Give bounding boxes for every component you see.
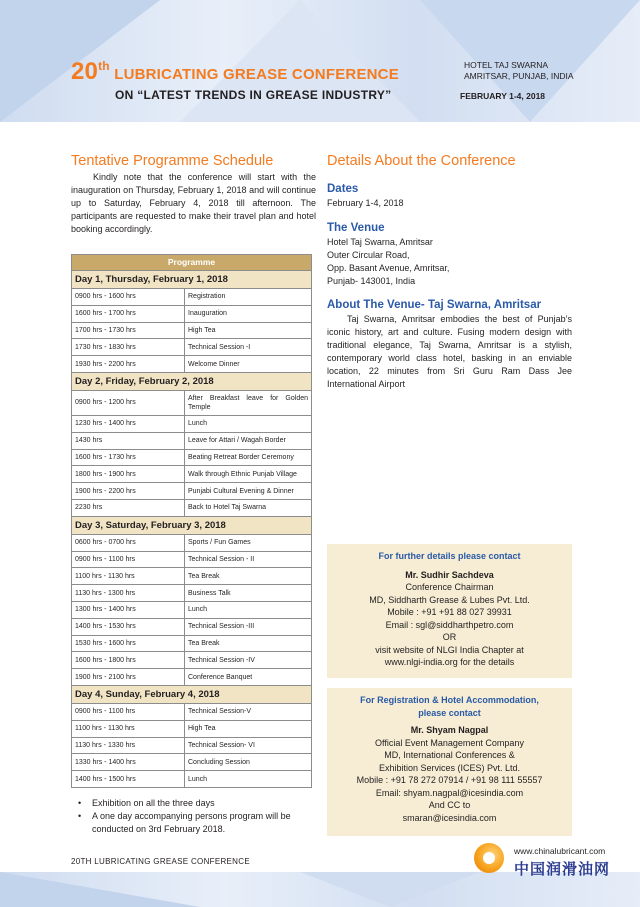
table-row xyxy=(72,356,312,373)
day-label: Day 3, Saturday, February 3, 2018 xyxy=(72,516,312,534)
event-cell: Technical Session -III xyxy=(185,618,312,635)
day-label: Day 1, Thursday, February 1, 2018 xyxy=(72,271,312,289)
time-cell: 0900 hrs - 1100 hrs xyxy=(72,551,185,568)
contact2-cc-email[interactable]: smaran@icesindia.com xyxy=(402,812,497,823)
time-cell: 1130 hrs - 1330 hrs xyxy=(72,737,185,754)
table-row xyxy=(72,449,312,466)
time-cell: 0900 hrs - 1600 hrs xyxy=(72,289,185,306)
time-cell: 1600 hrs - 1730 hrs xyxy=(72,449,185,466)
table-row xyxy=(72,289,312,306)
time-cell: 2230 hrs xyxy=(72,499,185,516)
time-cell: 1330 hrs - 1400 hrs xyxy=(72,754,185,771)
table-row xyxy=(72,703,312,720)
table-row xyxy=(72,585,312,602)
table-row xyxy=(72,551,312,568)
event-cell: Walk through Ethnic Punjab Village xyxy=(185,466,312,483)
time-cell: 1900 hrs - 2200 hrs xyxy=(72,483,185,500)
time-cell: 1930 hrs - 2200 hrs xyxy=(72,356,185,373)
table-row xyxy=(72,305,312,322)
day-header-row xyxy=(72,516,312,534)
event-cell: Back to Hotel Taj Swarna xyxy=(185,499,312,516)
contact1-company: MD, Siddharth Grease & Lubes Pvt. Ltd. xyxy=(369,594,530,605)
time-cell: 1230 hrs - 1400 hrs xyxy=(72,415,185,432)
table-row xyxy=(72,390,312,415)
table-row xyxy=(72,618,312,635)
table-row xyxy=(72,737,312,754)
contact2-cc-label: And CC to xyxy=(428,800,471,810)
event-cell: High Tea xyxy=(185,720,312,737)
venue-address: Hotel Taj Swarna, Amritsar Outer Circular Road, Opp. Basant Avenue, Amritsar, Punjab- 143001, India xyxy=(327,237,450,286)
event-cell: Sports / Fun Games xyxy=(185,534,312,551)
header-venue: HOTEL TAJ SWARNA AMRITSAR, PUNJAB, INDIA xyxy=(464,60,574,81)
time-cell: 1800 hrs - 1900 hrs xyxy=(72,466,185,483)
details-title: Details About the Conference xyxy=(327,153,516,169)
footer-text: 20TH LUBRICATING GREASE CONFERENCE xyxy=(71,857,250,866)
contact2-mobile: Mobile : +91 78 272 07914 / +91 98 111 55557 xyxy=(356,775,543,785)
event-cell: Beating Retreat Border Ceremony xyxy=(185,449,312,466)
event-cell: Conference Banquet xyxy=(185,669,312,686)
event-cell: Tea Break xyxy=(185,635,312,652)
notes-list xyxy=(78,797,318,836)
event-cell: Technical Session -I xyxy=(185,339,312,356)
logo-url[interactable]: www.chinalubricant.com xyxy=(514,846,606,856)
contact1-role: Conference Chairman xyxy=(405,582,494,592)
table-row xyxy=(72,415,312,432)
about-venue-heading: About The Venue- Taj Swarna, Amritsar xyxy=(327,299,542,311)
time-cell: 1100 hrs - 1130 hrs xyxy=(72,720,185,737)
contact2-name: Mr. Shyam Nagpal xyxy=(410,725,489,735)
table-row xyxy=(72,601,312,618)
time-cell: 1130 hrs - 1300 hrs xyxy=(72,585,185,602)
contact-box-registration xyxy=(327,688,572,836)
conference-title: 20th LUBRICATING GREASE CONFERENCE xyxy=(71,58,399,85)
schedule-title: Tentative Programme Schedule xyxy=(71,153,274,169)
table-row xyxy=(72,568,312,585)
contact1-mobile: Mobile : +91 +91 88 027 39931 xyxy=(387,607,512,617)
event-cell: Technical Session -IV xyxy=(185,652,312,669)
event-cell: Lunch xyxy=(185,771,312,788)
contact1-website-note: visit website of NLGI India Chapter at xyxy=(375,644,524,655)
table-row xyxy=(72,652,312,669)
venue-heading: The Venue xyxy=(327,222,385,234)
event-cell: Business Talk xyxy=(185,585,312,602)
schedule-intro: Kindly note that the conference will start with the inauguration on Thursday, February 1, 2018 and will continue up to Saturday, February 4, 2018 till afternoon. The participants are requested to make their travel plan and hotel booking accordingly. xyxy=(71,172,316,234)
time-cell: 0900 hrs - 1200 hrs xyxy=(72,390,185,415)
event-cell: Leave for Attari / Wagah Border xyxy=(185,432,312,449)
time-cell: 1400 hrs - 1500 hrs xyxy=(72,771,185,788)
dates-text: February 1-4, 2018 xyxy=(327,198,404,208)
contact2-company-1: MD, International Conferences & xyxy=(384,750,515,760)
event-cell: Welcome Dinner xyxy=(185,356,312,373)
contact1-website[interactable]: www.nlgi-india.org for the details xyxy=(384,657,515,667)
time-cell: 1900 hrs - 2100 hrs xyxy=(72,669,185,686)
time-cell: 1430 hrs xyxy=(72,432,185,449)
dates-heading: Dates xyxy=(327,183,359,195)
contact1-or: OR xyxy=(442,632,457,642)
day-header-row xyxy=(72,271,312,289)
time-cell: 1530 hrs - 1600 hrs xyxy=(72,635,185,652)
table-row xyxy=(72,771,312,788)
event-cell: Technical Session - II xyxy=(185,551,312,568)
event-cell: Technical Session-V xyxy=(185,703,312,720)
event-cell: Registration xyxy=(185,289,312,306)
day-header-row xyxy=(72,372,312,390)
programme-header-row xyxy=(72,255,312,271)
contact-box-chairman xyxy=(327,544,572,678)
logo-chinese-name: 中国润滑油网 xyxy=(514,861,611,878)
table-row xyxy=(72,322,312,339)
time-cell: 1100 hrs - 1130 hrs xyxy=(72,568,185,585)
contact1-name: Mr. Sudhir Sachdeva xyxy=(405,569,494,580)
time-cell: 1600 hrs - 1700 hrs xyxy=(72,305,185,322)
event-cell: Lunch xyxy=(185,415,312,432)
day-label: Day 2, Friday, February 2, 2018 xyxy=(72,372,312,390)
table-row xyxy=(72,483,312,500)
conference-subtitle: ON “LATEST TRENDS IN GREASE INDUSTRY” xyxy=(115,88,392,102)
contact2-role: Official Event Management Company xyxy=(375,737,524,748)
table-row xyxy=(72,432,312,449)
event-cell: Lunch xyxy=(185,601,312,618)
contact1-heading: For further details please contact xyxy=(378,551,521,561)
day-label: Day 4, Sunday, February 4, 2018 xyxy=(72,685,312,703)
table-row xyxy=(72,669,312,686)
event-cell: Inauguration xyxy=(185,305,312,322)
table-row xyxy=(72,499,312,516)
table-row xyxy=(72,339,312,356)
contact2-email[interactable]: Email: shyam.nagpal@icesindia.com xyxy=(375,787,524,798)
contact2-heading: For Registration & Hotel Accommodation, please contact xyxy=(360,695,539,718)
table-row xyxy=(72,466,312,483)
event-cell: High Tea xyxy=(185,322,312,339)
contact2-company-2: Exhibition Services (ICES) Pvt. Ltd. xyxy=(378,762,521,773)
day-header-row xyxy=(72,685,312,703)
event-cell: Technical Session- VI xyxy=(185,737,312,754)
event-cell: Punjabi Cultural Evening & Dinner xyxy=(185,483,312,500)
time-cell: 1700 hrs - 1730 hrs xyxy=(72,322,185,339)
header-dates: FEBRUARY 1-4, 2018 xyxy=(460,91,546,101)
event-cell: Tea Break xyxy=(185,568,312,585)
time-cell: 1730 hrs - 1830 hrs xyxy=(72,339,185,356)
time-cell: 1300 hrs - 1400 hrs xyxy=(72,601,185,618)
event-cell: After Breakfast leave for Golden Temple xyxy=(185,390,312,415)
contact1-email[interactable]: Email : sgl@siddharthpetro.com xyxy=(385,619,514,630)
programme-header-cell: Programme xyxy=(72,255,312,271)
time-cell: 1400 hrs - 1530 hrs xyxy=(72,618,185,635)
time-cell: 0900 hrs - 1100 hrs xyxy=(72,703,185,720)
event-cell: Concluding Session xyxy=(185,754,312,771)
note-item: • A one day accompanying persons program will be conducted on 3rd February 2018. xyxy=(78,810,318,836)
table-row xyxy=(72,635,312,652)
note-item: • Exhibition on all the three days xyxy=(78,797,318,810)
table-row xyxy=(72,754,312,771)
time-cell: 1600 hrs - 1800 hrs xyxy=(72,652,185,669)
table-row xyxy=(72,720,312,737)
table-row xyxy=(72,534,312,551)
about-venue-text: Taj Swarna, Amritsar embodies the best of Punjab’s iconic history, art and culture. Fusing modern design with traditional elegance, Taj Swarna, Amritsar is a stylish, contemporary world class hotel, basking in an enviable location, 22 minutes from Sri Guru Ram Dass Jee International Airport xyxy=(327,314,572,389)
programme-table xyxy=(71,254,312,788)
time-cell: 0600 hrs - 0700 hrs xyxy=(72,534,185,551)
chinalubricant-logo-icon xyxy=(474,843,504,873)
